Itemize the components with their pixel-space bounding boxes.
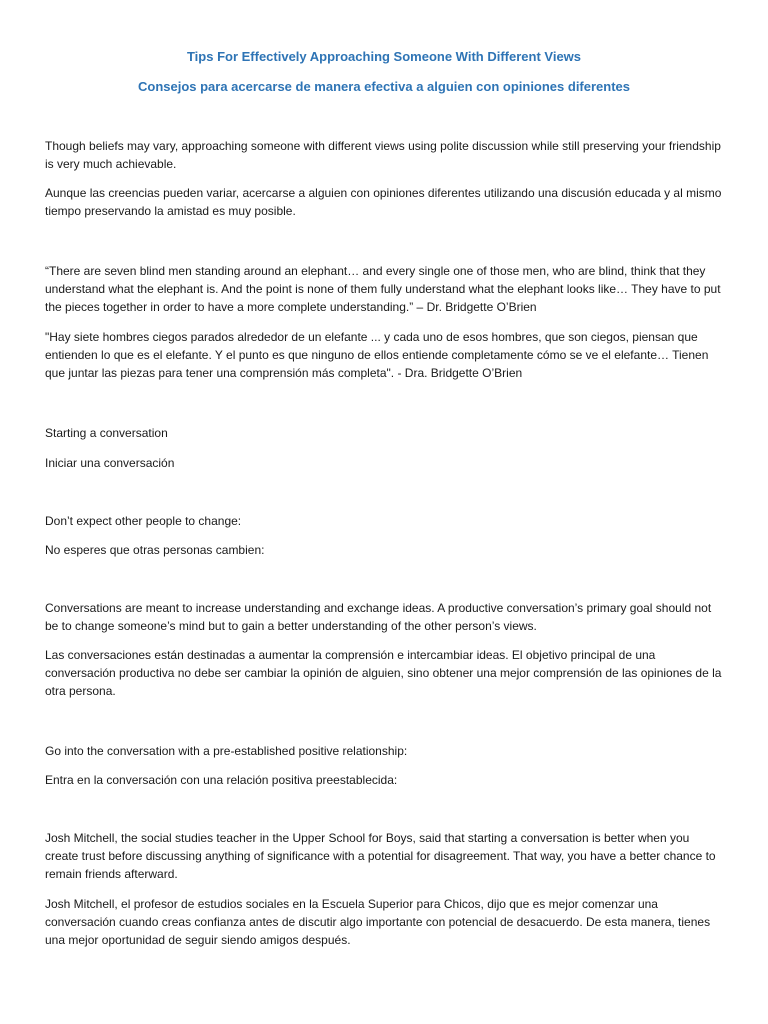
quote-paragraph-en: “There are seven blind men standing around an elephant… and every single one of those men, who are blind, think that they understand what the elephant is. And the point is none of them fully understand what the elephant looks like… They have to put the pieces together in order to have a more complete understanding.” – Dr. Bridgette O’Brien: [45, 264, 721, 314]
heading-pre-established-en: Go into the conversation with a pre-established positive relationship:: [45, 744, 408, 758]
title-spanish: Consejos para acercarse de manera efectiva a alguien con opiniones diferentes: [137, 79, 631, 94]
intro-paragraph-es: Aunque las creencias pueden variar, acercarse a alguien con opiniones diferentes utilizando una discusión educada y al mismo tiempo preservando la amistad es muy posible.: [45, 186, 722, 218]
mitchell-paragraph-es: Josh Mitchell, el profesor de estudios sociales en la Escuela Superior para Chicos, dijo que es mejor comenzar una conversación cuando creas confianza antes de discutir algo importante con potencial de desacuerdo. De esta manera, tienes una mejor oportunidad de seguir siendo amigos después.: [45, 897, 711, 947]
heading-dont-expect-change-en: Don’t expect other people to change:: [45, 514, 242, 528]
heading-dont-expect-change-es: No esperes que otras personas cambien:: [45, 543, 265, 557]
conversations-paragraph-en: Conversations are meant to increase understanding and exchange ideas. A productive conversation’s primary goal should not be to change someone’s mind but to gain a better understanding of the other person’s views.: [45, 601, 712, 633]
heading-starting-conversation-es: Iniciar una conversación: [45, 456, 175, 470]
mitchell-paragraph-en: Josh Mitchell, the social studies teacher in the Upper School for Boys, said that starting a conversation is better when you create trust before discussing anything of significance with a potential for disagreement. That way, you have a better chance to remain friends afterward.: [45, 831, 716, 881]
heading-starting-conversation-en: Starting a conversation: [45, 426, 168, 440]
intro-paragraph-en: Though beliefs may vary, approaching someone with different views using polite discussion while still preserving your friendship is very much achievable.: [45, 139, 721, 171]
title-english: Tips For Effectively Approaching Someone With Different Views: [186, 49, 582, 64]
conversations-paragraph-es: Las conversaciones están destinadas a aumentar la comprensión e intercambiar ideas. El objetivo principal de una conversación productiva no debe ser cambiar la opinión de alguien, sino obtener una mejor comprensión de las opiniones de la otra persona.: [45, 648, 722, 698]
quote-paragraph-es: "Hay siete hombres ciegos parados alrededor de un elefante ... y cada uno de esos hombres, que son ciegos, piensan que entienden lo que es el elefante. Y el punto es que ninguno de ellos entiende completamente cómo se ve el elefante… Tienen que juntar las piezas para tener una comprensión más completa". - Dra. Bridgette O’Brien: [45, 330, 709, 380]
heading-pre-established-es: Entra en la conversación con una relación positiva preestablecida:: [45, 773, 398, 787]
